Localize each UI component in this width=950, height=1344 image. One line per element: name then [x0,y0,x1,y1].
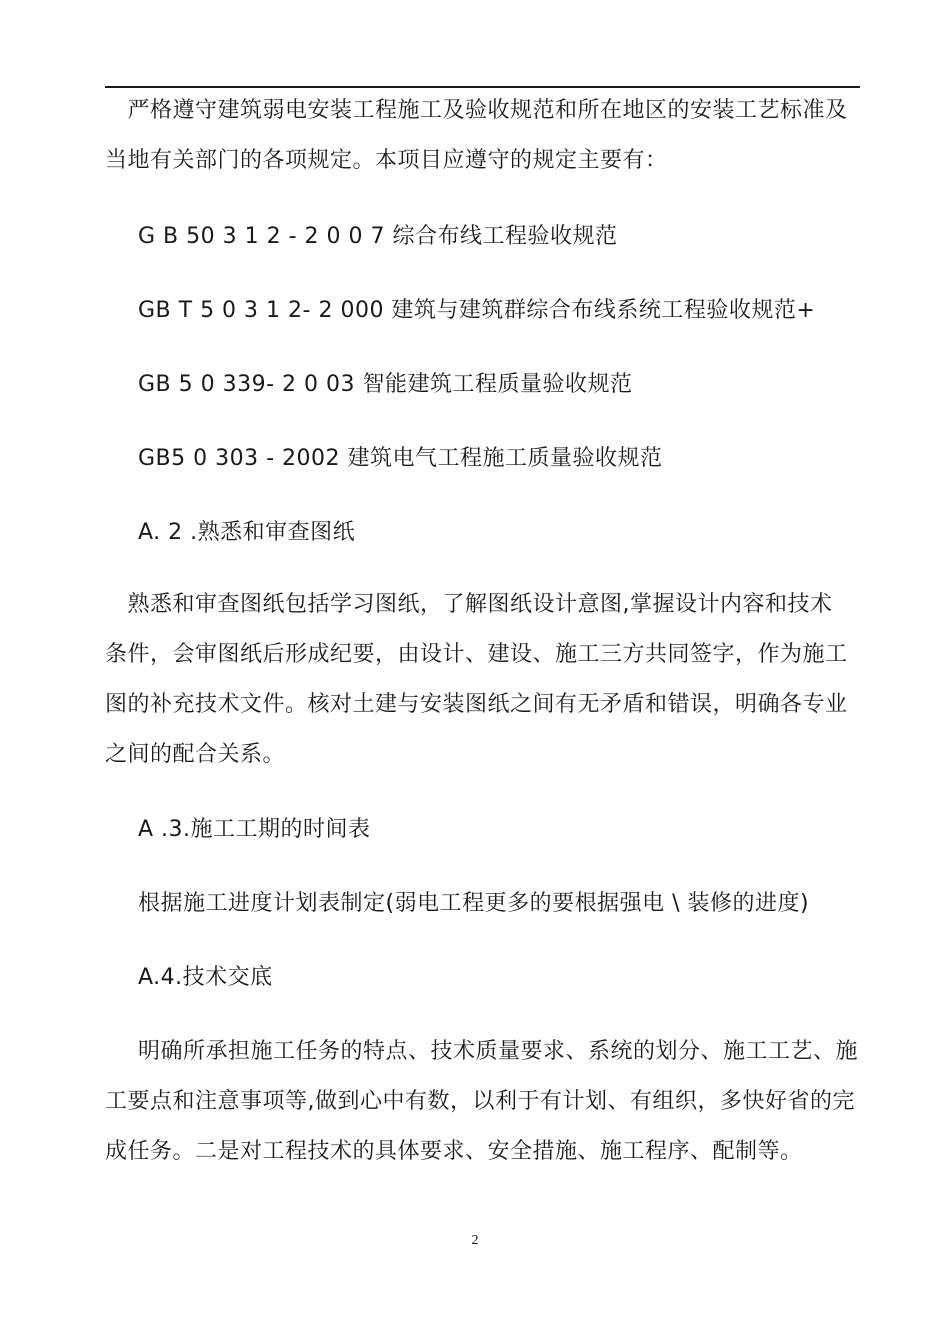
section-a2-line-3: 图的补充技术文件。核对土建与安装图纸之间有无矛盾和错误，明确各专业 [105,692,848,717]
section-a4-paragraph [105,1027,860,1177]
standard-gbt50312-2000: GB T 5 0 3 1 2- 2 000 建筑与建筑群综合布线系统工程验收规范+ [138,298,816,323]
page-number: 2 [471,1233,479,1248]
section-a4-heading: A.4.技术交底 [138,965,273,990]
section-a4-line-1: 明确所承担施工任务的特点、技术质量要求、系统的划分、施工工艺、施 [138,1039,859,1064]
intro-line-1: 严格遵守建筑弱电安装工程施工及验收规范和所在地区的安装工艺标准及 [105,98,848,123]
section-a3-body: 根据施工进度计划表制定(弱电工程更多的要根据强电 \ 装修的进度) [138,891,810,916]
section-a2-line-4: 之间的配合关系。 [105,742,286,767]
section-a2-line-2: 条件，会审图纸后形成纪要，由设计、建设、施工三方共同签字，作为施工 [105,642,848,667]
section-a2-line-1: 熟悉和审查图纸包括学习图纸，了解图纸设计意图,掌握设计内容和技术 [105,592,833,617]
section-a3-heading: A .3.施工工期的时间表 [138,817,371,842]
intro-line-2: 当地有关部门的各项规定。本项目应遵守的规定主要有： [105,148,668,173]
section-a2-paragraph [105,580,860,780]
section-a2-heading: A. 2 .熟悉和审查图纸 [138,520,356,545]
section-a4-line-3: 成任务。二是对工程技术的具体要求、安全措施、施工程序、配制等。 [105,1139,803,1164]
standard-gb50303-2002: GB5 0 303 - 2002 建筑电气工程施工质量验收规范 [138,446,663,471]
standard-gb50339-2003: GB 5 0 339- 2 0 03 智能建筑工程质量验收规范 [138,372,633,397]
standard-gb50312-2007: G B 50 3 1 2 - 2 0 0 7 综合布线工程验收规范 [138,224,618,249]
section-a4-line-2: 工要点和注意事项等,做到心中有数，以利于有计划、有组织，多快好省的完 [105,1089,855,1114]
intro-paragraph [105,86,860,186]
